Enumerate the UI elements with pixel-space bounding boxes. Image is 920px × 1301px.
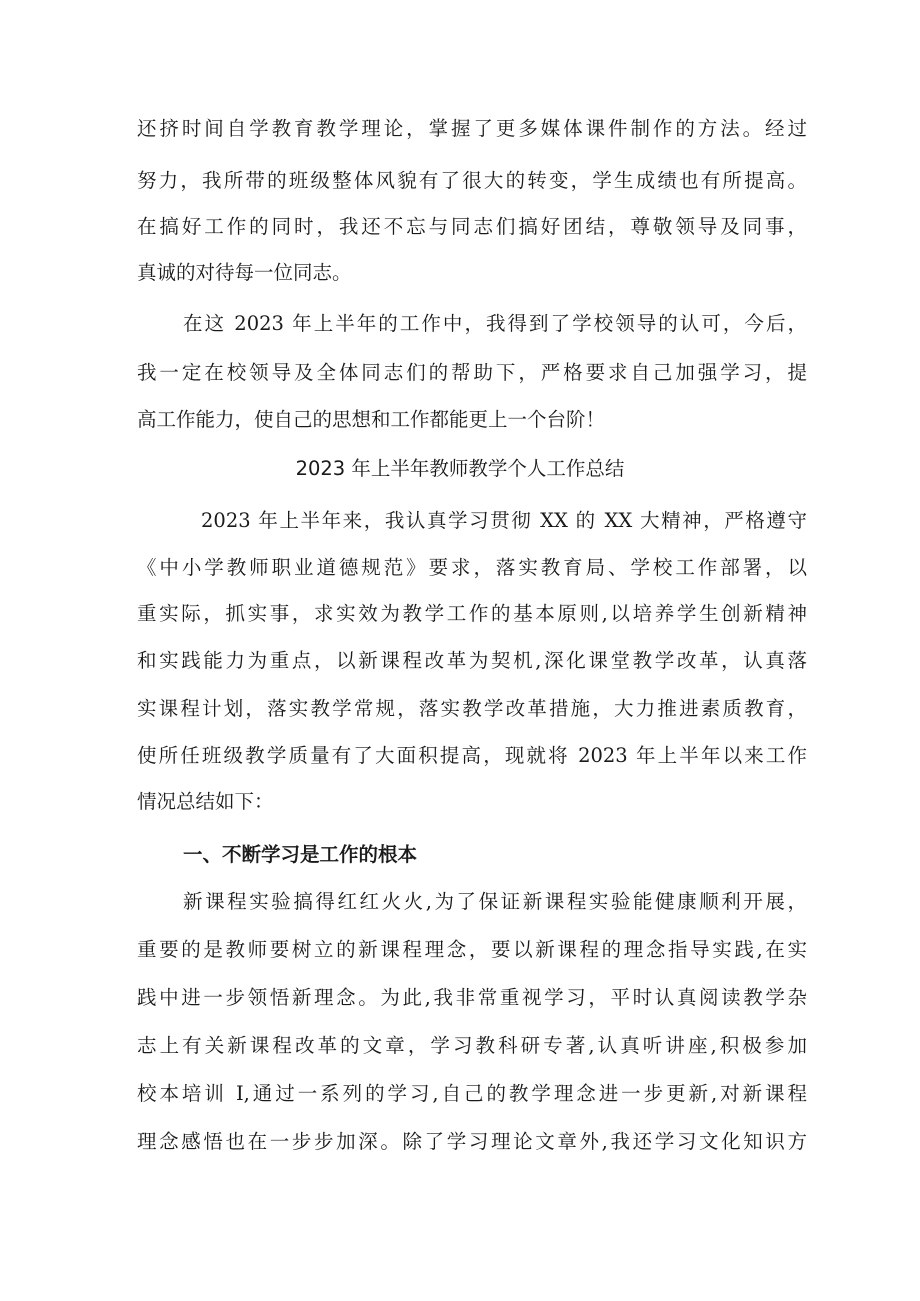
paragraph-line: 新课程实验搞得红红火火,为了保证新课程实验能健康顺利开展， [183,890,807,913]
paragraph-line: 在搞好工作的同时，我还不忘与同志们搞好团结，尊敬领导及同事， [137,215,807,238]
paragraph-line: 实课程计划，落实教学常规，落实教学改革措施，大力推进素质教育， [137,697,807,720]
paragraph-line: 校本培训 I,通过一系列的学习,自己的教学理念进一步更新,对新课程 [137,1082,807,1105]
paragraph-line: 2023 年上半年来，我认真学习贯彻 XX 的 XX 大精神，严格遵守 [201,509,807,532]
paragraph-line: 重实际，抓实事，求实效为教学工作的基本原则,以培养学生创新精神 [137,602,807,625]
paragraph-line: 和实践能力为重点，以新课程改革为契机,深化课堂教学改革，认真落 [137,649,807,672]
paragraph-line: 志上有关新课程改革的文章，学习教科研专著,认真听讲座,积极参加 [137,1034,807,1057]
paragraph-line: 重要的是教师要树立的新课程理念，要以新课程的理念指导实践,在实 [137,938,807,961]
paragraph-line: 还挤时间自学教育教学理论，掌握了更多媒体课件制作的方法。经过 [137,117,807,140]
section-heading: 一、不断学习是工作的根本 [183,843,418,866]
paragraph-line: 使所任班级教学质量有了大面积提高，现就将 2023 年上半年以来工作 [137,744,807,767]
paragraph-line: 高工作能力，使自己的思想和工作都能更上一个台阶！ [137,408,606,431]
paragraph-line: 《中小学教师职业道德规范》要求，落实教育局、学校工作部署，以 [137,556,807,579]
paragraph-line: 践中进一步领悟新理念。为此,我非常重视学习，平时认真阅读教学杂 [137,986,807,1009]
document-title: 2023 年上半年教师教学个人工作总结 [295,457,625,480]
paragraph-line: 理念感悟也在一步步加深。除了学习理论文章外,我还学习文化知识方 [137,1130,807,1153]
paragraph-line: 努力，我所带的班级整体风貌有了很大的转变，学生成绩也有所提高。 [137,169,807,192]
paragraph-line: 在这 2023 年上半年的工作中，我得到了学校领导的认可，今后， [183,312,807,335]
paragraph-line: 情况总结如下： [137,790,274,813]
paragraph-line: 我一定在校领导及全体同志们的帮助下，严格要求自己加强学习，提 [137,361,807,384]
paragraph-line: 真诚的对待每一位同志。 [137,261,352,284]
